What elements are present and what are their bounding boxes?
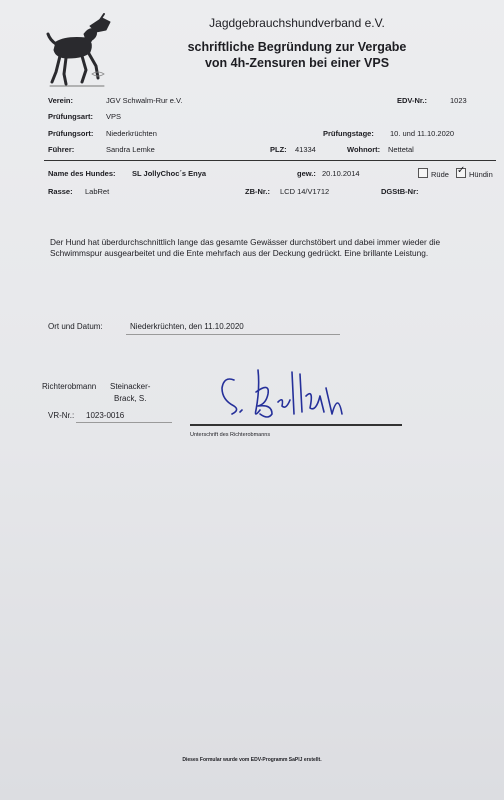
judge-name-line2: Brack, S.: [114, 394, 147, 403]
place-date-label: Ort und Datum:: [48, 322, 103, 331]
pruefungsart-label: Prüfungsart:: [48, 112, 93, 121]
document-title-line1: schriftliche Begründung zur Vergabe: [187, 40, 407, 54]
zb-label: ZB-Nr.:: [245, 187, 270, 196]
fuehrer-label: Führer:: [48, 145, 75, 154]
edv-value: 1023: [450, 96, 467, 105]
verein-value: JGV Schwalm-Rur e.V.: [106, 96, 183, 105]
judge-name-line1: Steinacker-: [110, 382, 151, 391]
pruefungsort-value: Niederkrüchten: [106, 129, 157, 138]
rasse-value: LabRet: [85, 187, 110, 196]
wohnort-label: Wohnort:: [347, 145, 381, 154]
gew-label: gew.:: [297, 169, 316, 178]
justification-text: Der Hund hat überdurchschnittlich lange das gesamte Gewässer durchstöbert und dabei immer wieder die Schwimmspur ausgearbeitet und die Ente mehrfach aus der Deckung gedrückt. Eine brillante Leistung.: [50, 237, 441, 258]
plz-label: PLZ:: [270, 145, 287, 154]
edv-label: EDV-Nr.:: [397, 96, 428, 105]
wohnort-value: Nettetal: [388, 145, 414, 154]
dog-name-label: Name des Hundes:: [48, 169, 116, 178]
fuehrer-value: Sandra Lemke: [106, 145, 155, 154]
verein-label: Verein:: [48, 96, 74, 105]
judge-label: Richterobmann: [42, 382, 97, 391]
pruefungstage-value: 10. und 11.10.2020: [390, 129, 455, 138]
pruefungsart-value: VPS: [106, 112, 122, 121]
dgstb-label: DGStB-Nr:: [381, 187, 419, 196]
section-divider: [44, 160, 496, 161]
footer-note: Dieses Formular wurde vom EDV-Programm SaPlJ erstellt.: [182, 757, 322, 763]
huendin-label: Hündin: [469, 170, 493, 179]
huendin-option: [456, 165, 493, 179]
judge-signature: [210, 352, 360, 424]
plz-value: 41334: [295, 145, 316, 154]
huendin-checkbox: [456, 165, 466, 178]
place-date-underline: [126, 334, 340, 335]
ruede-checkbox: [418, 168, 428, 178]
place-date-value: Niederkrüchten, den 11.10.2020: [130, 322, 244, 331]
dog-name-value: SL JollyChoc´s Enya: [132, 169, 207, 178]
gew-value: 20.10.2014: [322, 169, 360, 178]
signature-caption: Unterschrift des Richterobmanns: [190, 432, 271, 438]
signature-line: [190, 424, 402, 426]
ruede-option: [418, 168, 449, 179]
document-title-line2: von 4h-Zensuren bei einer VPS: [204, 56, 390, 70]
vr-label: VR-Nr.:: [48, 411, 75, 420]
check-mark-icon: ✓: [457, 165, 466, 176]
vr-value: 1023-0016: [86, 411, 125, 420]
organization-name: Jagdgebrauchshundverband e.V.: [209, 16, 385, 30]
zb-value: LCD 14/V1712: [280, 187, 330, 196]
rasse-label: Rasse:: [48, 187, 73, 196]
pruefungstage-label: Prüfungstage:: [323, 129, 374, 138]
pruefungsort-label: Prüfungsort:: [48, 129, 94, 138]
vr-underline: [76, 422, 172, 423]
ruede-label: Rüde: [431, 170, 449, 179]
